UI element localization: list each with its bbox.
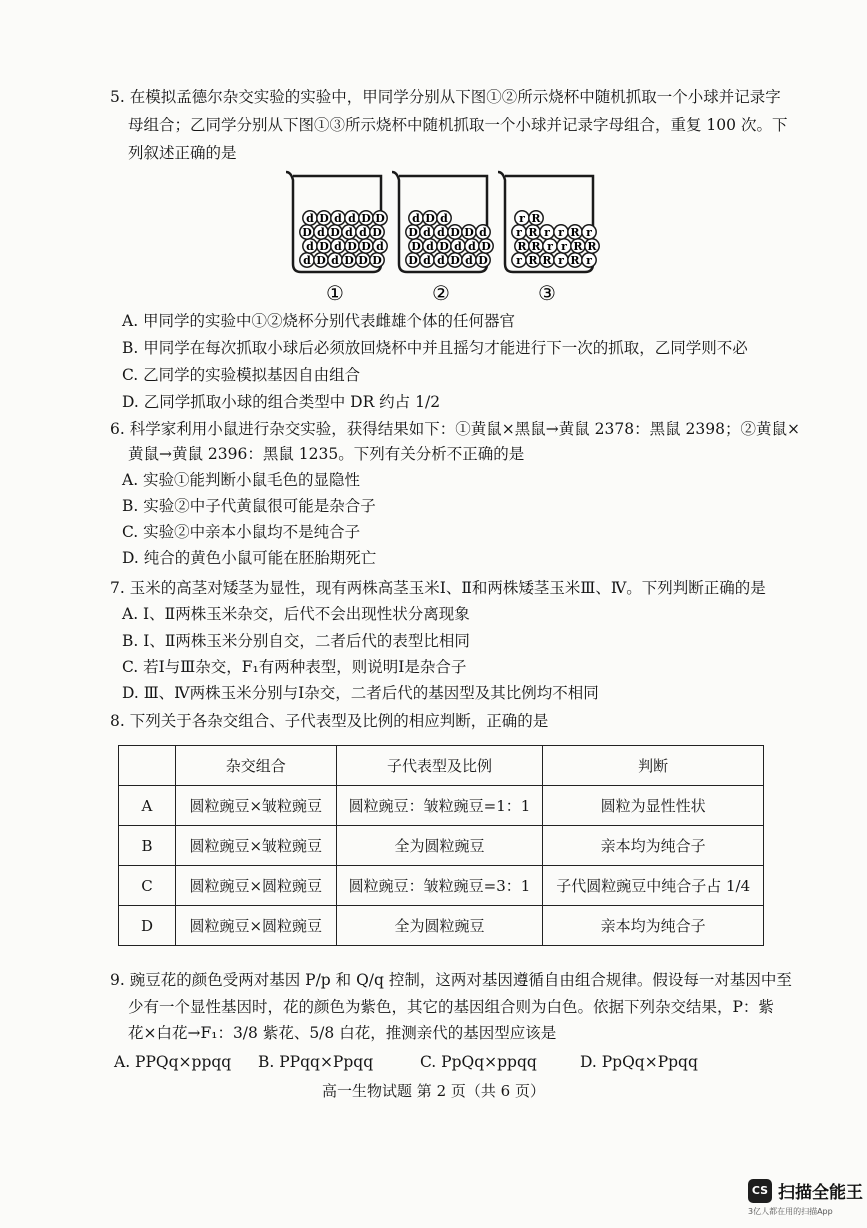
beaker-2 — [392, 172, 493, 305]
ball-letter: d — [437, 226, 445, 239]
ball-letter: D — [361, 240, 371, 253]
table-header-row — [119, 746, 764, 786]
ball-letter: D — [411, 240, 421, 253]
ball-letter: R — [570, 226, 580, 239]
ball-letter: d — [426, 240, 434, 253]
page-footer: 高一生物试题 第 2 页（共 6 页） — [322, 1082, 545, 1100]
ball-letter: D — [319, 212, 329, 225]
table-cell: A — [119, 786, 176, 826]
table-cell: 圆粒豌豆×圆粒豌豆 — [175, 906, 336, 946]
ball-letter: D — [372, 254, 382, 267]
ball-letter: r — [516, 254, 522, 267]
q7-option-d: D. Ⅲ、Ⅳ两株玉米分别与Ⅰ杂交，二者后代的基因型及其比例均不相同 — [122, 684, 599, 702]
ball-letter: R — [542, 254, 552, 267]
scanner-tagline: 3亿人都在用的扫描App — [748, 1207, 833, 1216]
table-header-cell — [119, 746, 176, 786]
ball-letter: d — [331, 254, 339, 267]
table-cell: 圆粒豌豆×圆粒豌豆 — [175, 866, 336, 906]
ball-letter: r — [561, 240, 567, 253]
ball-letter: d — [348, 212, 356, 225]
beaker-1 — [286, 172, 387, 305]
table-cell: 圆粒豌豆：皱粒豌豆=1：1 — [336, 786, 543, 826]
table-cell: 圆粒豌豆：皱粒豌豆=3：1 — [336, 866, 543, 906]
ball-letter: R — [573, 240, 583, 253]
ball-letter: d — [465, 254, 473, 267]
table-cell: D — [119, 906, 176, 946]
ball-letter: d — [423, 254, 431, 267]
ball-letter: d — [317, 226, 325, 239]
table-row — [119, 786, 764, 826]
table-cell: 圆粒为显性性状 — [543, 786, 764, 826]
ball-letter: d — [334, 240, 342, 253]
table-row — [119, 866, 764, 906]
cross-table — [118, 745, 764, 946]
ball-letter: R — [528, 226, 538, 239]
ball-letter: R — [570, 254, 580, 267]
table-cell: 子代圆粒豌豆中纯合子占 1/4 — [543, 866, 764, 906]
table-cell: 全为圆粒豌豆 — [336, 906, 543, 946]
ball-letter: D — [450, 226, 460, 239]
ball-letter: r — [558, 226, 564, 239]
q5-option-c: C. 乙同学的实验模拟基因自由组合 — [122, 366, 361, 384]
q6-option-a: A. 实验①能判断小鼠毛色的显隐性 — [122, 471, 361, 489]
ball-letter: D — [361, 212, 371, 225]
ball-letter: D — [481, 240, 491, 253]
beaker-label: ① — [326, 281, 344, 305]
ball-letter: D — [358, 254, 368, 267]
table-header-cell: 子代表型及比例 — [336, 746, 543, 786]
q6-option-d: D. 纯合的黄色小鼠可能在胚胎期死亡 — [122, 549, 377, 567]
ball-letter: D — [375, 212, 385, 225]
ball-letter: d — [412, 212, 420, 225]
ball-letter: D — [344, 254, 354, 267]
ball-letter: d — [437, 254, 445, 267]
q7-option-c: C. 若Ⅰ与Ⅲ杂交，F₁有两种表型，则说明Ⅰ是杂合子 — [122, 658, 467, 676]
q9-option-d: D. PpQq×Ppqq — [580, 1053, 698, 1071]
ball-letter: d — [359, 226, 367, 239]
table-cell: 圆粒豌豆×皱粒豌豆 — [175, 826, 336, 866]
ball-letter: d — [468, 240, 476, 253]
q7-option-a: A. Ⅰ、Ⅱ两株玉米杂交，后代不会出现性状分离现象 — [122, 605, 470, 623]
ball-letter: D — [302, 226, 312, 239]
ball-letter: D — [425, 212, 435, 225]
table-cell: 全为圆粒豌豆 — [336, 826, 543, 866]
ball-letter: r — [516, 226, 522, 239]
q9-line3: 花×白花→F₁：3/8 紫花、5/8 白花，推测亲代的基因型应该是 — [128, 1024, 557, 1042]
table-header-cell: 杂交组合 — [175, 746, 336, 786]
q5-line3: 列叙述正确的是 — [128, 144, 237, 162]
ball-letter: d — [306, 240, 314, 253]
ball-letter: d — [334, 212, 342, 225]
beaker-label: ② — [432, 281, 450, 305]
ball-letter: R — [587, 240, 597, 253]
beakers-figure — [285, 168, 605, 308]
ball-letter: d — [303, 254, 311, 267]
ball-letter: D — [464, 226, 474, 239]
table-cell: C — [119, 866, 176, 906]
q5-option-a: A. 甲同学的实验中①②烧杯分别代表雌雄个体的任何器官 — [122, 312, 516, 330]
scanner-watermark — [748, 1178, 863, 1203]
scanner-logo-icon: CS — [748, 1179, 772, 1203]
ball-letter: d — [479, 226, 487, 239]
q9-option-c: C. PpQq×ppqq — [420, 1053, 537, 1071]
ball-letter: d — [306, 212, 314, 225]
scanner-name: 扫描全能王 — [778, 1183, 863, 1203]
q5-line2: 母组合；乙同学分别从下图①③所示烧杯中随机抓取一个小球并记录字母组合，重复 100 次。下 — [128, 116, 788, 134]
beaker-label: ③ — [538, 281, 556, 305]
ball-letter: R — [528, 254, 538, 267]
q9-option-a: A. PPQq×ppqq — [114, 1053, 232, 1071]
ball-letter: D — [408, 226, 418, 239]
ball-letter: r — [547, 240, 553, 253]
beaker-3 — [498, 172, 599, 305]
ball-letter: R — [517, 240, 527, 253]
ball-letter: D — [439, 240, 449, 253]
ball-letter: r — [586, 254, 592, 267]
ball-letter: D — [478, 254, 488, 267]
ball-letter: d — [440, 212, 448, 225]
ball-letter: r — [586, 226, 592, 239]
ball-letter: d — [345, 226, 353, 239]
table-header-cell: 判断 — [543, 746, 764, 786]
q5-line1: 5. 在模拟孟德尔杂交实验的实验中，甲同学分别从下图①②所示烧杯中随机抓取一个小球并记录字 — [110, 88, 781, 106]
table-cell: 亲本均为纯合子 — [543, 826, 764, 866]
q6-option-b: B. 实验②中子代黄鼠很可能是杂合子 — [122, 497, 376, 515]
ball-letter: D — [319, 240, 329, 253]
ball-letter: D — [408, 254, 418, 267]
ball-letter: D — [372, 226, 382, 239]
ball-letter: d — [423, 226, 431, 239]
q9-line1: 9. 豌豆花的颜色受两对基因 P/p 和 Q/q 控制，这两对基因遵循自由组合规律。假设每一对基因中至 — [110, 971, 792, 989]
table-cell: 亲本均为纯合子 — [543, 906, 764, 946]
ball-letter: D — [316, 254, 326, 267]
q7-option-b: B. Ⅰ、Ⅱ两株玉米分别自交，二者后代的表型比相同 — [122, 632, 470, 650]
q6-line2: 黄鼠→黄鼠 2396：黑鼠 1235。下列有关分析不正确的是 — [128, 445, 525, 463]
q5-option-d: D. 乙同学抓取小球的组合类型中 DR 约占 1/2 — [122, 393, 441, 411]
q9-line2: 少有一个显性基因时，花的颜色为紫色，其它的基因组合则为白色。依据下列杂交结果，P：紫 — [128, 998, 774, 1016]
ball-letter: D — [450, 254, 460, 267]
ball-letter: d — [376, 240, 384, 253]
ball-letter: r — [558, 254, 564, 267]
ball-letter: D — [347, 240, 357, 253]
q8-line1: 8. 下列关于各杂交组合、子代表型及比例的相应判断，正确的是 — [110, 712, 549, 730]
q6-option-c: C. 实验②中亲本小鼠均不是纯合子 — [122, 523, 361, 541]
table-row — [119, 906, 764, 946]
q9-option-b: B. PPqq×Ppqq — [258, 1053, 374, 1071]
ball-letter: D — [330, 226, 340, 239]
q5-option-b: B. 甲同学在每次抓取小球后必须放回烧杯中并且摇匀才能进行下一次的抓取，乙同学则不必 — [122, 339, 748, 357]
q6-line1: 6. 科学家利用小鼠进行杂交实验，获得结果如下：①黄鼠×黑鼠→黄鼠 2378：黑鼠 2398；②黄鼠× — [110, 420, 800, 438]
q7-line1: 7. 玉米的高茎对矮茎为显性，现有两株高茎玉米Ⅰ、Ⅱ和两株矮茎玉米Ⅲ、Ⅳ。下列判断正确的是 — [110, 579, 766, 597]
ball-letter: r — [519, 212, 525, 225]
table-row — [119, 826, 764, 866]
table-cell: 圆粒豌豆×皱粒豌豆 — [175, 786, 336, 826]
ball-letter: d — [454, 240, 462, 253]
table-cell: B — [119, 826, 176, 866]
ball-letter: r — [544, 226, 550, 239]
ball-letter: R — [531, 240, 541, 253]
ball-letter: R — [531, 212, 541, 225]
